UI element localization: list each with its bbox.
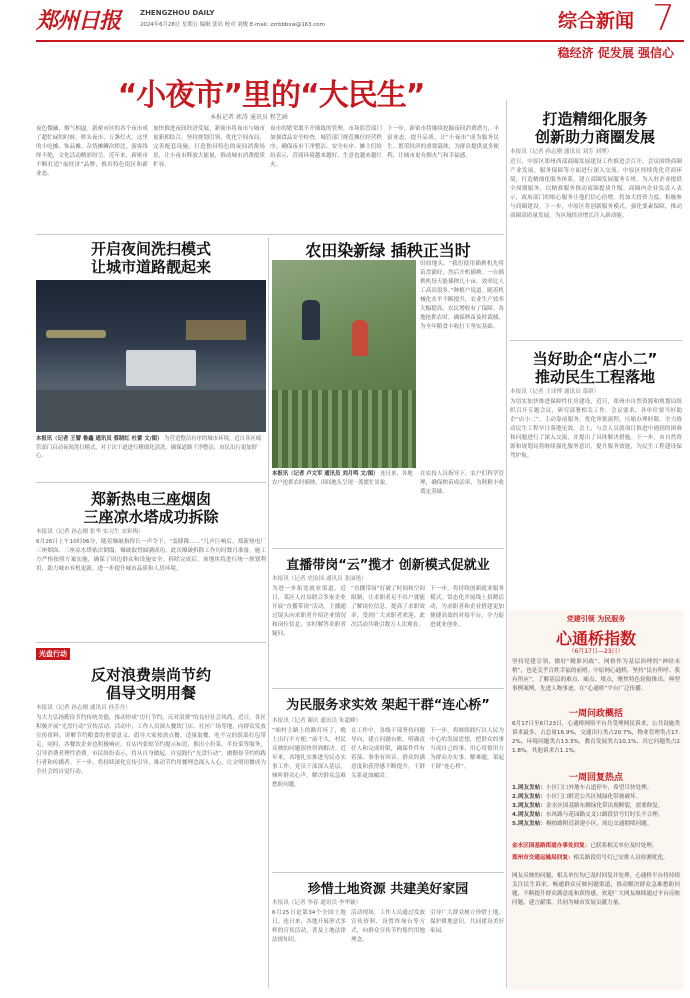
newspaper-logo: 郑州日报 xyxy=(36,8,121,34)
section-divider xyxy=(272,548,504,549)
night-market-body-col2: 加快推进夜间经济发展，新密市将夜市与城市更新相结合，坚持规划引领，优化空间布局，完善配套设施，打造独具特色的夜间消费场景，让小夜市释放大能量，推动城市消费提质扩容。 xyxy=(153,126,265,168)
response-item xyxy=(512,854,680,863)
response-title: 郑州市交通运输局回复： xyxy=(512,855,574,861)
livestream-byline: 本报讯（记者 史治国 通讯员 张丽艳） xyxy=(272,576,367,582)
chimney-byline: 本报讯（记者 孙志刚 张华 实习生 宋彩梅） xyxy=(36,529,144,535)
livestream-title: 直播带岗“云”揽才 创新模式促就业 xyxy=(286,558,490,573)
business-body: 近日，中原区郑州西部商圈发展建设工作推进会召开，会议围绕商圈产业发展、服务保障等方面进行深入交流。中原区持续优化营商环境，打造精细化服务体系，建立商圈发展服务专班，为入驻企业提供全周期服务，以精准服务推动商圈提质升级。商圈内企业负责人表示，政府部门的贴心服务让他们信心倍增，将加大投资力度，积极参与商圈建设。下一步，中原区将创新服务模式，强化要素保障，推动商圈高质量发展，为区域经济增长注入新动能。 xyxy=(510,159,682,219)
hot-list-item-title: 2.网友发帖： xyxy=(512,794,546,800)
hot-list-item-title: 4.网友发帖： xyxy=(512,812,546,818)
hot-list-item[interactable] xyxy=(512,793,680,802)
farming-photo xyxy=(272,260,416,468)
response-title: 金水区国基路街道办事处回复： xyxy=(512,843,591,849)
hot-list-item[interactable] xyxy=(512,811,680,820)
mood-index-intro: 坚持党建引领，做好“精准问政”，网格作为基层治理的“神经末梢”，也是关乎百姓幸福的前哨。中原网心通桥，坚持“民有所呼、我有所应”，了解基层的难点、痛点、堵点，聚焦特色轮般推出，典型事例案例，先进人物事迹，在“心通桥”平台广泛传播。 xyxy=(512,659,680,692)
road-cleaning-caption xyxy=(36,435,266,475)
week-review-text: 6月17日至6月23日，心通桥网络平台共受理网民诉求，公共设施类诉求最多，占总量16.9%，交通出行类占20.7%，物业管理类占17.2%，环境问题类占13.3%，教育发展类占10.1%，其它问题类占21.8%。其他诉求占1.1%。 xyxy=(512,721,680,754)
livestream-body-col2: “直播带岗”打破了时间和空间限制，让求职者足不出户就能了解岗位信息，提高了求职效率，受到广大求职者欢迎。此次活动共吸引数万人次观看。 xyxy=(351,586,425,628)
response-text: 相关路段信号灯已安排人员检测优化。 xyxy=(573,855,669,861)
hot-list-item[interactable] xyxy=(512,784,680,793)
responses xyxy=(512,842,680,863)
mood-index-box xyxy=(508,610,684,990)
page-number: 7 xyxy=(652,0,675,39)
night-market-byline: 本报记者 郭涛 通讯员 程艺涵 xyxy=(210,114,288,121)
small-shops-title-1: 当好助企“店小二” xyxy=(532,350,658,368)
waste-body: 为大力弘扬勤俭节约传统美德，推动形成“厉行节约、反对浪费”的良好社会风尚，近日，各区积极开展“光盘行动”宣传活动。活动中，工作人员深入餐饮门店、社区广场等地，向群众发放宣传资料，讲解节约粮食的重要意义，倡导大家按需点餐、适量取餐，吃不完的饭菜打包带走。同时，各餐饮企业也积极响应，在店内张贴节约提示标语，推出小份菜、半份菜等服务，引导消费者理性消费。市民纷纷表示，将从自身做起，自觉践行“光盘行动”，做勤俭节约的践行者和传播者。下一步，将持续深化宣传引导，推动节约用餐理念深入人心，让文明用餐成为全社会的自觉行动。 xyxy=(36,715,266,775)
hot-list-item-text: 东风路与花园路交叉口路段信号灯时长不合理。 xyxy=(546,812,664,818)
service-body-col1: “咱村主路上的路灯坏了，晚上出行不方便。”前不久，村民反映的问题很快得到解决。近年来，各地扎实推进为民办实事工作，党员干部深入基层，倾听群众心声，解决群众急难愁盼问题。 xyxy=(272,728,346,788)
chimney-title-2: 三座凉水塔成功拆除 xyxy=(83,508,219,526)
hot-list-item-text: 桐柏路附近新建小区，周边交通拥堵问题。 xyxy=(546,821,653,827)
hot-list-item-text: 小区门口外地车占道停车，希望尽快处理。 xyxy=(546,785,653,791)
land-byline: 本报讯（记者 李春 通讯员 李华颖） xyxy=(272,900,362,906)
section-divider xyxy=(510,340,682,341)
small-shops-title-2: 推动民生工程落地 xyxy=(534,368,655,386)
hot-list-item-text: 金水区国基路东侧绿化带出现断裂，需要修复。 xyxy=(546,803,664,809)
hot-list-title: 一周回复热点 xyxy=(568,773,623,783)
waste-title-1: 反对浪费崇尚节约 xyxy=(90,666,211,684)
waste-title-2: 倡导文明用餐 xyxy=(105,684,196,702)
night-market-body-col4: 下一步，新密市将继续挖掘夜间消费潜力，丰富业态，提升品质，让“小夜市”成为服务民生、繁荣经济的重要载体，为群众提供更多便利，让城市更有烟火气和幸福感。 xyxy=(387,126,499,159)
road-cleaning-caption-text: 为营造整洁有序的城市环境，近日各区城管部门启动夜间洗扫模式，对主次干道进行精细化清洗，确保道路干净整洁，市民出行更加舒心。 xyxy=(36,436,262,459)
column-divider xyxy=(268,238,269,988)
section-divider xyxy=(36,234,504,235)
night-market-body-col1: 夜色微融，烟气相逼。新密市区的各个夜市成了超忙碌的时候，桥头夜市，万盏灯火。这里的小吃摊、饰品摊、杂货摊鳞次栉比，游客络绎不绝，文化活动精彩纷呈。近年来，新密市不断打造“夜经济”品牌，推出特色街区和新业态。 xyxy=(36,126,148,177)
farming-caption-text: 连日来，各地农户抢抓农时插秧，田间地头呈现一派繁忙景象。 xyxy=(272,471,413,486)
farming-caption xyxy=(272,470,416,542)
farming-caption-lead: 本报讯（记者 卢文军 通讯员 刘月鸣 文/图） xyxy=(272,471,379,477)
night-market-title: “小夜市”里的“大民生” xyxy=(117,78,425,113)
section-divider xyxy=(272,688,504,689)
road-cleaning-title-1: 开启夜间洗扫模式 xyxy=(90,240,211,258)
service-byline: 本报讯（记者 谢庆 通讯员 朱超峰） xyxy=(272,718,362,724)
land-title: 珍惜土地资源 共建美好家园 xyxy=(307,882,469,897)
week-review-title: 一周问政概括 xyxy=(568,709,623,719)
livestream-body-col1: 为进一步拓宽就业渠道，近日，某区人社局联合多家企业开展“直播带岗”活动。主播通过镜头向求职者介绍企业情况和岗位信息，实时解答求职者疑问。 xyxy=(272,586,346,637)
land-body-col2: 活动现场，工作人员通过发放宣传资料、设置咨询台等方式，向群众宣传节约集约用地理念。 xyxy=(351,910,425,943)
mood-index-closing: 网友反映的问题，相关单位均已及时回复并处理。心通桥平台将持续关注民生诉求，畅通群众反映问题渠道，推动解决群众急难愁盼问题，不断提升群众满意度和获得感。欢迎广大网友继续通过平台反映问题、建言献策，共同为城市发展贡献力量。 xyxy=(512,873,680,906)
livestream-body-col3: 下一步，将持续创新就业服务模式，常态化开展线上招聘活动，为求职者和企业搭建更加便捷高效的对接平台，全力促进就业创业。 xyxy=(430,586,504,628)
small-shops-byline: 本报讯（记者 王译博 通讯员 慕群） xyxy=(510,389,600,395)
hot-list xyxy=(512,784,680,829)
mood-index-date: （6月17日—23日） xyxy=(568,648,624,655)
hot-list-item-title: 1.网友发帖： xyxy=(512,785,546,791)
waste-tag: 光盘行动 xyxy=(36,648,70,660)
land-body-col3: 引导广大群众树立珍惜土地、保护耕地意识，共同建设美好家园。 xyxy=(430,910,504,934)
road-cleaning-title-2: 让城市道路靓起来 xyxy=(90,258,211,276)
road-cleaning-photo xyxy=(36,280,266,432)
masthead-info: 2024年6月28日 星期五 编辑 张培 校对 刘俊 E-mail: zzrbbbxw@163.com xyxy=(140,22,325,28)
road-cleaning-caption-lead: 本报讯（记者 王譬 鲁鑫 通讯员 蔡晓红 杜蕾 文/图） xyxy=(36,436,163,442)
section-divider xyxy=(36,482,266,483)
chimney-body: 6月26日上午10时06分，随着爆破指挥长一声令下，“轰隆隆……”几声巨响后，郑新热电厂三座烟囱、三座凉水塔依次倒塌，爆破取得圆满成功。此次爆破拆除工作历时数月准备，施工方严格按照方案实施，确保了周边群众和设施安全。拆除完成后，该地块将进行统一规划利用，助力城市有机更新，进一步提升城市品质和人居环境。 xyxy=(36,539,266,572)
business-byline: 本报讯（记者 孙志刚 通讯员 刘芳 刘博） xyxy=(510,149,613,155)
section-divider xyxy=(272,872,504,873)
land-body-col1: 6月25日是第34个全国土地日。连日来，各地开展形式多样的宣传活动，普及土地法律法规知识。 xyxy=(272,910,346,943)
response-item xyxy=(512,842,680,851)
column-divider xyxy=(506,100,507,988)
hot-list-item[interactable] xyxy=(512,820,680,829)
response-text: 已联系相关单位及时处理。 xyxy=(590,843,658,849)
farming-title: 农田染新绿 插秧正当时 xyxy=(305,241,471,260)
farming-body: 田间地头，“我们使用插秧机先将苗盘铺好，然后开机插秧。一台插秧机每天能插秧几十亩，效率比人工高出很多。”种植户说道。随着机械化水平不断提升，农业生产效率大幅提高，农民增收有了保障。各地抢抓农时，确保秧苗及时栽插，为全年粮食丰收打下坚实基础。 xyxy=(420,261,504,330)
service-title: 为民服务求实效 架起干群“连心桥” xyxy=(286,698,490,713)
section-divider xyxy=(36,642,266,643)
small-shops-body: 为切实加快推进保障性住房建设，近日，郑州市自然资源和规划局组织召开专题会议，研究部署相关工作。会议要求，各单位要当好助企“店小二”，主动靠前服务，优化审批流程，压缩办理时限，全力推动民生工程早日落地见效。会上，与会人员就项目推进中遇到的困难和问题进行了深入交流，并提出了具体解决措施。下一步，市自然资源和规划局将继续强化服务意识，提升服务效能，为民生工程建设保驾护航。 xyxy=(510,399,682,459)
section-title: 综合新闻 xyxy=(558,10,635,32)
farming-body-2: 在农技人员指导下，农户们科学管理，确保秧苗成活率，为秋粮丰收奠定基础。 xyxy=(420,471,504,495)
business-title-1: 打造精细化服务 xyxy=(542,110,648,128)
service-body-col3: 下一步，将继续践行以人民为中心的发展思想，把群众的事当成自己的事，用心用情用力为群众办实事、解难题，架起干群“连心桥”。 xyxy=(430,728,504,770)
chimney-title-1: 郑新热电三座烟囱 xyxy=(90,490,211,508)
hot-list-item-text: 小区门口附近公共区域绿化带被破坏。 xyxy=(546,794,642,800)
slogan: 稳经济 促发展 强信心 xyxy=(557,46,674,60)
waste-byline: 本报讯（记者 孙志刚 通讯员 孙芳丹） xyxy=(36,705,131,711)
mood-index-title: 心通桥指数 xyxy=(555,629,636,648)
service-body-col2: 在工作中，各级干部坚持问题导向，建立问题台账，明确责任人和完成时限，确保件件有着落、事事有回音。群众的满意度和获得感不断提升，干群关系更加融洽。 xyxy=(351,728,425,779)
newspaper-english-name: ZHENGZHOU DAILY xyxy=(140,9,215,17)
hot-list-item[interactable] xyxy=(512,802,680,811)
mood-index-header: 党建引领 为民服务 xyxy=(566,615,626,623)
hot-list-item-title: 5.网友发帖： xyxy=(512,821,546,827)
hot-list-item-title: 3.网友发帖： xyxy=(512,803,546,809)
business-title-2: 创新助力商圈发展 xyxy=(534,128,655,146)
masthead-rule xyxy=(36,40,684,42)
night-market-body-col3: 夜市的繁荣离不开细致的管理。市场监管部门加强食品安全检查，城管部门规范摊位经营秩序，确保夜市干净整洁、安全有序。摊主们纷纷表示，营商环境越来越好，生意也越来越红火。 xyxy=(270,126,382,168)
